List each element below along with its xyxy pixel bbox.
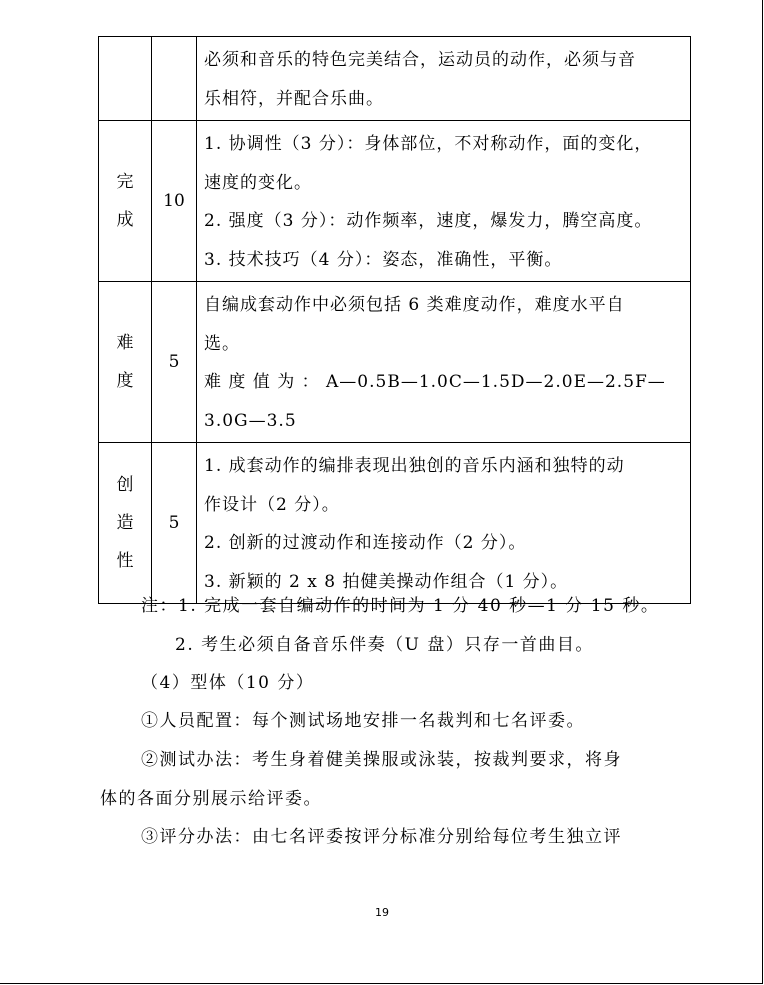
description-line: 速度的变化。 [204,172,312,193]
score-cell [152,37,197,121]
description-cell [197,121,691,282]
item-char: 度 [116,371,134,391]
item-cell [99,282,152,443]
score-cell: 5 [152,443,197,604]
page-number: 19 [375,906,389,919]
description-line: 3. 技术技巧（4 分）：姿态，准确性，平衡。 [204,249,563,270]
score-cell: 10 [152,121,197,282]
scoring-table [98,36,691,604]
score-cell: 5 [152,282,197,443]
note-2: 2. 考生必须自备音乐伴奏（U 盘）只存一首曲目。 [175,635,594,655]
item-char: 造 [116,513,134,533]
description-line: 作设计（2 分）。 [204,494,340,515]
table-row [99,282,691,443]
description-cell [197,282,691,443]
description-line: 1. 协调性（3 分）：身体部位，不对称动作，面的变化， [204,134,653,154]
description-line: 自编成套动作中必须包括 6 类难度动作，难度水平自 [204,295,625,315]
table-row [99,443,691,604]
item-char: 成 [116,210,134,230]
description-line: 3. 新颖的 2 x 8 拍健美操动作组合（1 分）。 [204,571,569,592]
paragraph-item-2: ②测试办法：考生身着健美操服或泳装，按裁判要求，将身 [141,750,622,770]
description-line: 2. 强度（3 分）：动作频率，速度，爆发力，腾空高度。 [204,211,653,231]
item-char: 性 [116,551,134,571]
table-row [99,37,691,121]
paragraph-item-3: ③评分办法：由七名评委按评分标准分别给每位考生独立评 [141,827,622,847]
description-line: 选。 [204,333,240,354]
description-cell [197,37,691,121]
item-char: 难 [116,333,134,353]
description-line: 1. 成套动作的编排表现出独创的音乐内涵和独特的动 [204,456,625,476]
note-1: 注：1. 完成一套自编动作的时间为 1 分 40 秒—1 分 15 秒。 [141,596,660,616]
table-row [99,121,691,282]
paragraph-item-2-cont: 体的各面分别展示给评委。 [100,789,322,809]
description-line: 难 度 值 为 ： A—0.5B—1.0C—1.5D—2.0E—2.5F— [204,372,666,392]
description-line: 2. 创新的过渡动作和连接动作（2 分）。 [204,533,527,553]
section-heading: （4）型体（10 分） [141,673,315,693]
item-char: 完 [116,172,134,192]
description-line: 必须和音乐的特色完美结合，运动员的动作，必须与音 [204,50,636,70]
description-cell [197,443,691,604]
description-line: 3.0G—3.5 [204,410,297,431]
item-cell [99,37,152,121]
item-cell [99,443,152,604]
item-cell [99,121,152,282]
paragraph-item-1: ①人员配置：每个测试场地安排一名裁判和七名评委。 [141,711,585,731]
description-line: 乐相符，并配合乐曲。 [204,88,384,109]
item-char: 创 [116,475,134,495]
